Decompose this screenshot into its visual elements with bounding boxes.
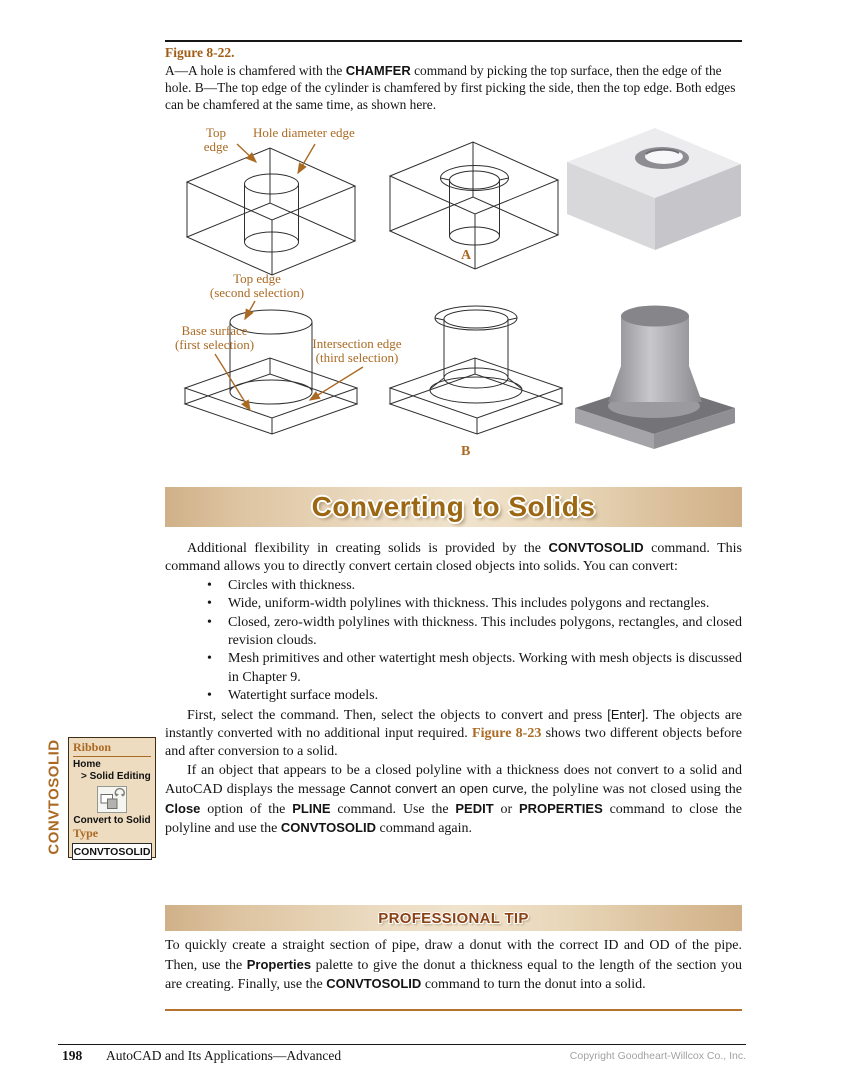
typed-command-box: CONVTOSOLID bbox=[72, 843, 152, 860]
command-name: CHAMFER bbox=[345, 63, 411, 78]
label-line: (third selection) bbox=[315, 349, 399, 365]
paragraph bbox=[165, 762, 742, 839]
professional-tip-body bbox=[165, 937, 742, 995]
paragraph bbox=[165, 539, 742, 577]
label-base-surface bbox=[167, 324, 262, 351]
figure-caption-block bbox=[165, 40, 742, 113]
figure-top-rule bbox=[165, 40, 742, 42]
type-section-label: Type bbox=[73, 826, 99, 840]
text-run: palette to give the donut a thickness equal to the length of the section you are creating. Finally, use the bbox=[165, 957, 742, 993]
label-line: Top edge bbox=[233, 271, 281, 286]
render-chamfered-cylinder bbox=[575, 306, 735, 450]
ribbon-tool-label: Convert to Solid bbox=[73, 815, 151, 826]
bullet-item: • Closed, zero-width polylines with thickness. This includes polygons, rectangles, and closed revision clouds. bbox=[228, 614, 742, 651]
key-name: [Enter] bbox=[607, 706, 645, 722]
command-name: Properties bbox=[246, 956, 312, 972]
margin-command-label bbox=[42, 737, 66, 857]
text-run: First, select the command. Then, select the objects to convert and press bbox=[187, 707, 608, 723]
system-message: Cannot convert an open curve bbox=[349, 781, 524, 797]
label-hole-diameter-edge: Hole diameter edge bbox=[253, 125, 355, 140]
section-heading-bar bbox=[165, 487, 742, 527]
label-intersection-edge bbox=[301, 337, 413, 364]
figure-caption bbox=[165, 62, 742, 113]
command-name: CONVTOSOLID bbox=[326, 976, 422, 992]
wireframe-chamfered-cylinder bbox=[390, 306, 562, 434]
ribbon-tab-label: Home bbox=[73, 759, 101, 770]
body-copy bbox=[165, 539, 742, 839]
text-run: shows two different objects before and after conversion to a solid. bbox=[165, 726, 742, 760]
wireframe-box-chamfered-hole bbox=[390, 142, 558, 269]
subfigure-b-label: B bbox=[461, 444, 471, 459]
text-run: command by picking the top surface, then the edge of the hole. B—The top edge of the cylinder is chamfered by first picking the side, then the top edge. Both edges can be chamfered at the same time, as shown here. bbox=[165, 63, 736, 112]
paragraph bbox=[165, 706, 742, 762]
text-run: Additional flexibility in creating solids is provided by the bbox=[187, 541, 549, 556]
render-chamfered-block bbox=[567, 128, 741, 250]
text-run: command. Use the bbox=[330, 801, 456, 817]
ribbon-reference-box bbox=[68, 737, 156, 858]
label-line: Base surface bbox=[181, 323, 248, 338]
page-number: 198 bbox=[62, 1048, 83, 1063]
book-title: AutoCAD and Its Applications—Advanced bbox=[106, 1048, 342, 1063]
wireframe-box-with-hole bbox=[187, 148, 355, 275]
professional-tip-bar bbox=[165, 905, 742, 931]
footer-rule bbox=[58, 1044, 746, 1045]
tip-bottom-rule bbox=[165, 1009, 742, 1011]
professional-tip-block bbox=[165, 905, 742, 1011]
bullet-list bbox=[165, 577, 742, 706]
figure-title: Figure 8-22. bbox=[165, 45, 235, 60]
bullet-item: • Mesh primitives and other watertight mesh objects. Working with mesh objects is discussed in Chapter 9. bbox=[228, 650, 742, 687]
command-name: CONVTOSOLID bbox=[280, 820, 376, 836]
command-name: PEDIT bbox=[455, 800, 494, 816]
bullet-item: • Wide, uniform-width polylines with thickness. This includes polygons and rectangles. bbox=[228, 595, 742, 613]
text-run: command to turn the donut into a solid. bbox=[421, 977, 646, 993]
label-line: (first selection) bbox=[174, 336, 255, 352]
text-run: option of the bbox=[200, 801, 293, 817]
bullet-item: • Watertight surface models. bbox=[228, 687, 742, 705]
label-line: Intersection edge bbox=[312, 336, 402, 351]
copyright-notice: Copyright Goodheart-Willcox Co., Inc. bbox=[569, 1050, 746, 1062]
command-name: PLINE bbox=[292, 800, 331, 816]
vertical-command-text: CONVTOSOLID bbox=[45, 739, 63, 855]
text-run: command again. bbox=[375, 821, 473, 837]
command-name: PROPERTIES bbox=[518, 800, 603, 816]
ribbon-section-label: Ribbon bbox=[73, 740, 112, 754]
divider bbox=[73, 756, 151, 757]
text-run: To quickly create a straight section of pipe, draw a donut with the correct ID and OD of the pipe. Then, use the bbox=[165, 938, 742, 973]
text-run: command to close the polyline and use the bbox=[165, 801, 742, 837]
label-line: (second selection) bbox=[209, 284, 305, 300]
convert-to-solid-icon bbox=[97, 786, 127, 813]
ribbon-panel-label: > Solid Editing bbox=[81, 771, 151, 782]
section-heading-text: Converting to Solids bbox=[311, 491, 596, 522]
subfigure-a-label: A bbox=[461, 248, 472, 263]
label-top-edge-second bbox=[192, 272, 322, 299]
professional-tip-title: PROFESSIONAL TIP bbox=[378, 909, 529, 927]
command-name: Close bbox=[165, 800, 201, 816]
text-run: If an object that appears to be a closed polyline with a thickness does not convert to a solid and AutoCAD displays the message bbox=[165, 762, 742, 798]
text-run: or bbox=[493, 801, 519, 817]
text-run: , the polyline was not closed using the bbox=[523, 782, 743, 798]
bullet-item: • Circles with thickness. bbox=[228, 577, 742, 595]
text-run: . The objects are instantly converted with no additional input required. bbox=[165, 707, 742, 742]
command-name: CONVTOSOLID bbox=[548, 540, 644, 555]
figure-reference: Figure 8-23 bbox=[472, 726, 542, 742]
figure-8-22-canvas bbox=[165, 120, 742, 472]
text-run: command. This command allows you to directly convert certain closed objects into solids. You can convert: bbox=[165, 541, 743, 575]
label-top-edge: Top edge bbox=[203, 125, 229, 154]
text-run: A—A hole is chamfered with the bbox=[165, 63, 346, 78]
